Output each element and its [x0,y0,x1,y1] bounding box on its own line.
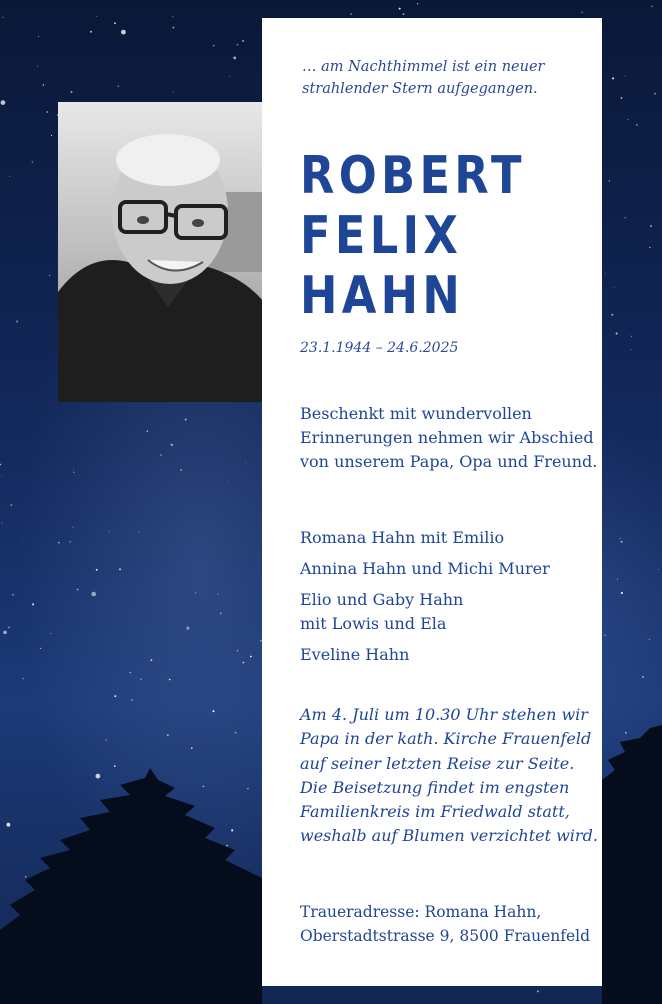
address-line: Traueradresse: Romana Hahn, [300,903,542,921]
middle-name: FELIX [300,206,463,266]
mourners-list [300,526,600,674]
portrait-photo-drawing [58,102,276,402]
portrait-photo [58,102,276,402]
last-name: HAHN [300,266,465,326]
life-dates: 23.1.1944 – 24.6.2025 [300,340,459,356]
mourner-entry: Romana Hahn mit Emilio [300,528,505,547]
text-panel [262,18,602,986]
mourner-entry: Elio und Gaby Hahn mit Lowis und Ela [300,590,464,633]
farewell-text: Beschenkt mit wundervollen Erinnerungen nehmen wir Abschied von unserem Papa, Opa und Freund. [300,404,598,471]
mourning-address [300,900,600,948]
service-info: Am 4. Juli um 10.30 Uhr stehen wir Papa in der kath. Kirche Frauenfeld auf seiner letzten Reise zur Seite. Die Beisetzung findet im engsten Familienkreis im Friedwald statt, weshalb auf Blumen verzichtet wird. [300,705,598,846]
deceased-name [300,146,526,326]
motto-text: … am Nachthimmel ist ein neuer strahlender Stern aufgegangen. [302,59,545,97]
mourner-entry: Eveline Hahn [300,645,410,664]
first-name: ROBERT [300,146,526,206]
mourner-entry: Annina Hahn und Michi Murer [300,559,550,578]
address-line: Oberstadtstrasse 9, 8500 Frauenfeld [300,927,591,945]
